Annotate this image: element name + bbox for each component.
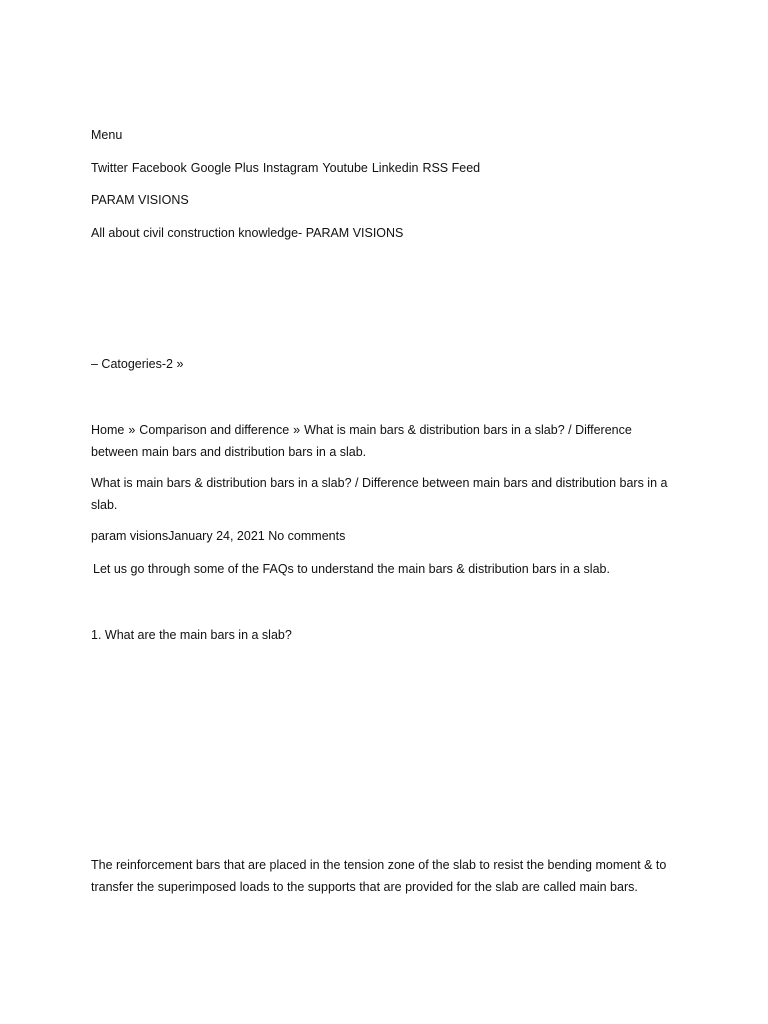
site-title <box>91 189 681 211</box>
menu-label[interactable]: Menu <box>91 128 123 142</box>
linkedin-link[interactable]: Linkedin <box>371 161 419 175</box>
twitter-link[interactable]: Twitter <box>91 161 128 175</box>
breadcrumb-separator: » <box>128 423 136 437</box>
post-date: January 24, 2021 <box>168 529 265 543</box>
author-link[interactable]: param visions <box>91 529 169 543</box>
article-title: What is main bars & distribution bars in a slab? / Difference between main bars and distribution bars in a slab. <box>91 476 668 512</box>
faq-answer-1: The reinforcement bars that are placed in the tension zone of the slab to resist the bending moment & to transfer the superimposed loads to the supports that are provided for the slab are called main bars. <box>91 858 667 894</box>
breadcrumb-home[interactable]: Home <box>91 423 125 437</box>
post-meta <box>91 525 681 547</box>
google-plus-link[interactable]: Google Plus <box>190 161 259 175</box>
faq-question-1: 1. What are the main bars in a slab? <box>91 628 292 642</box>
categories-link[interactable]: – Catogeries-2 » <box>91 357 184 371</box>
categories-nav <box>91 353 681 375</box>
breadcrumb-current: What is main bars & distribution bars in a slab? / Difference between main bars and distribution bars in a slab. <box>91 423 632 459</box>
breadcrumb <box>91 419 681 463</box>
breadcrumb-separator: » <box>293 423 301 437</box>
menu-link[interactable] <box>91 124 681 146</box>
breadcrumb-category[interactable]: Comparison and difference <box>139 423 290 437</box>
article-intro: Let us go through some of the FAQs to understand the main bars & distribution bars in a slab. <box>93 562 610 576</box>
comments-link[interactable]: No comments <box>268 529 346 543</box>
youtube-link[interactable]: Youtube <box>322 161 368 175</box>
rss-feed-link[interactable]: RSS Feed <box>422 161 481 175</box>
facebook-link[interactable]: Facebook <box>131 161 187 175</box>
social-links <box>91 157 681 179</box>
instagram-link[interactable]: Instagram <box>262 161 319 175</box>
site-title-link[interactable]: PARAM VISIONS <box>91 193 189 207</box>
site-tagline: All about civil construction knowledge- PARAM VISIONS <box>91 226 404 240</box>
